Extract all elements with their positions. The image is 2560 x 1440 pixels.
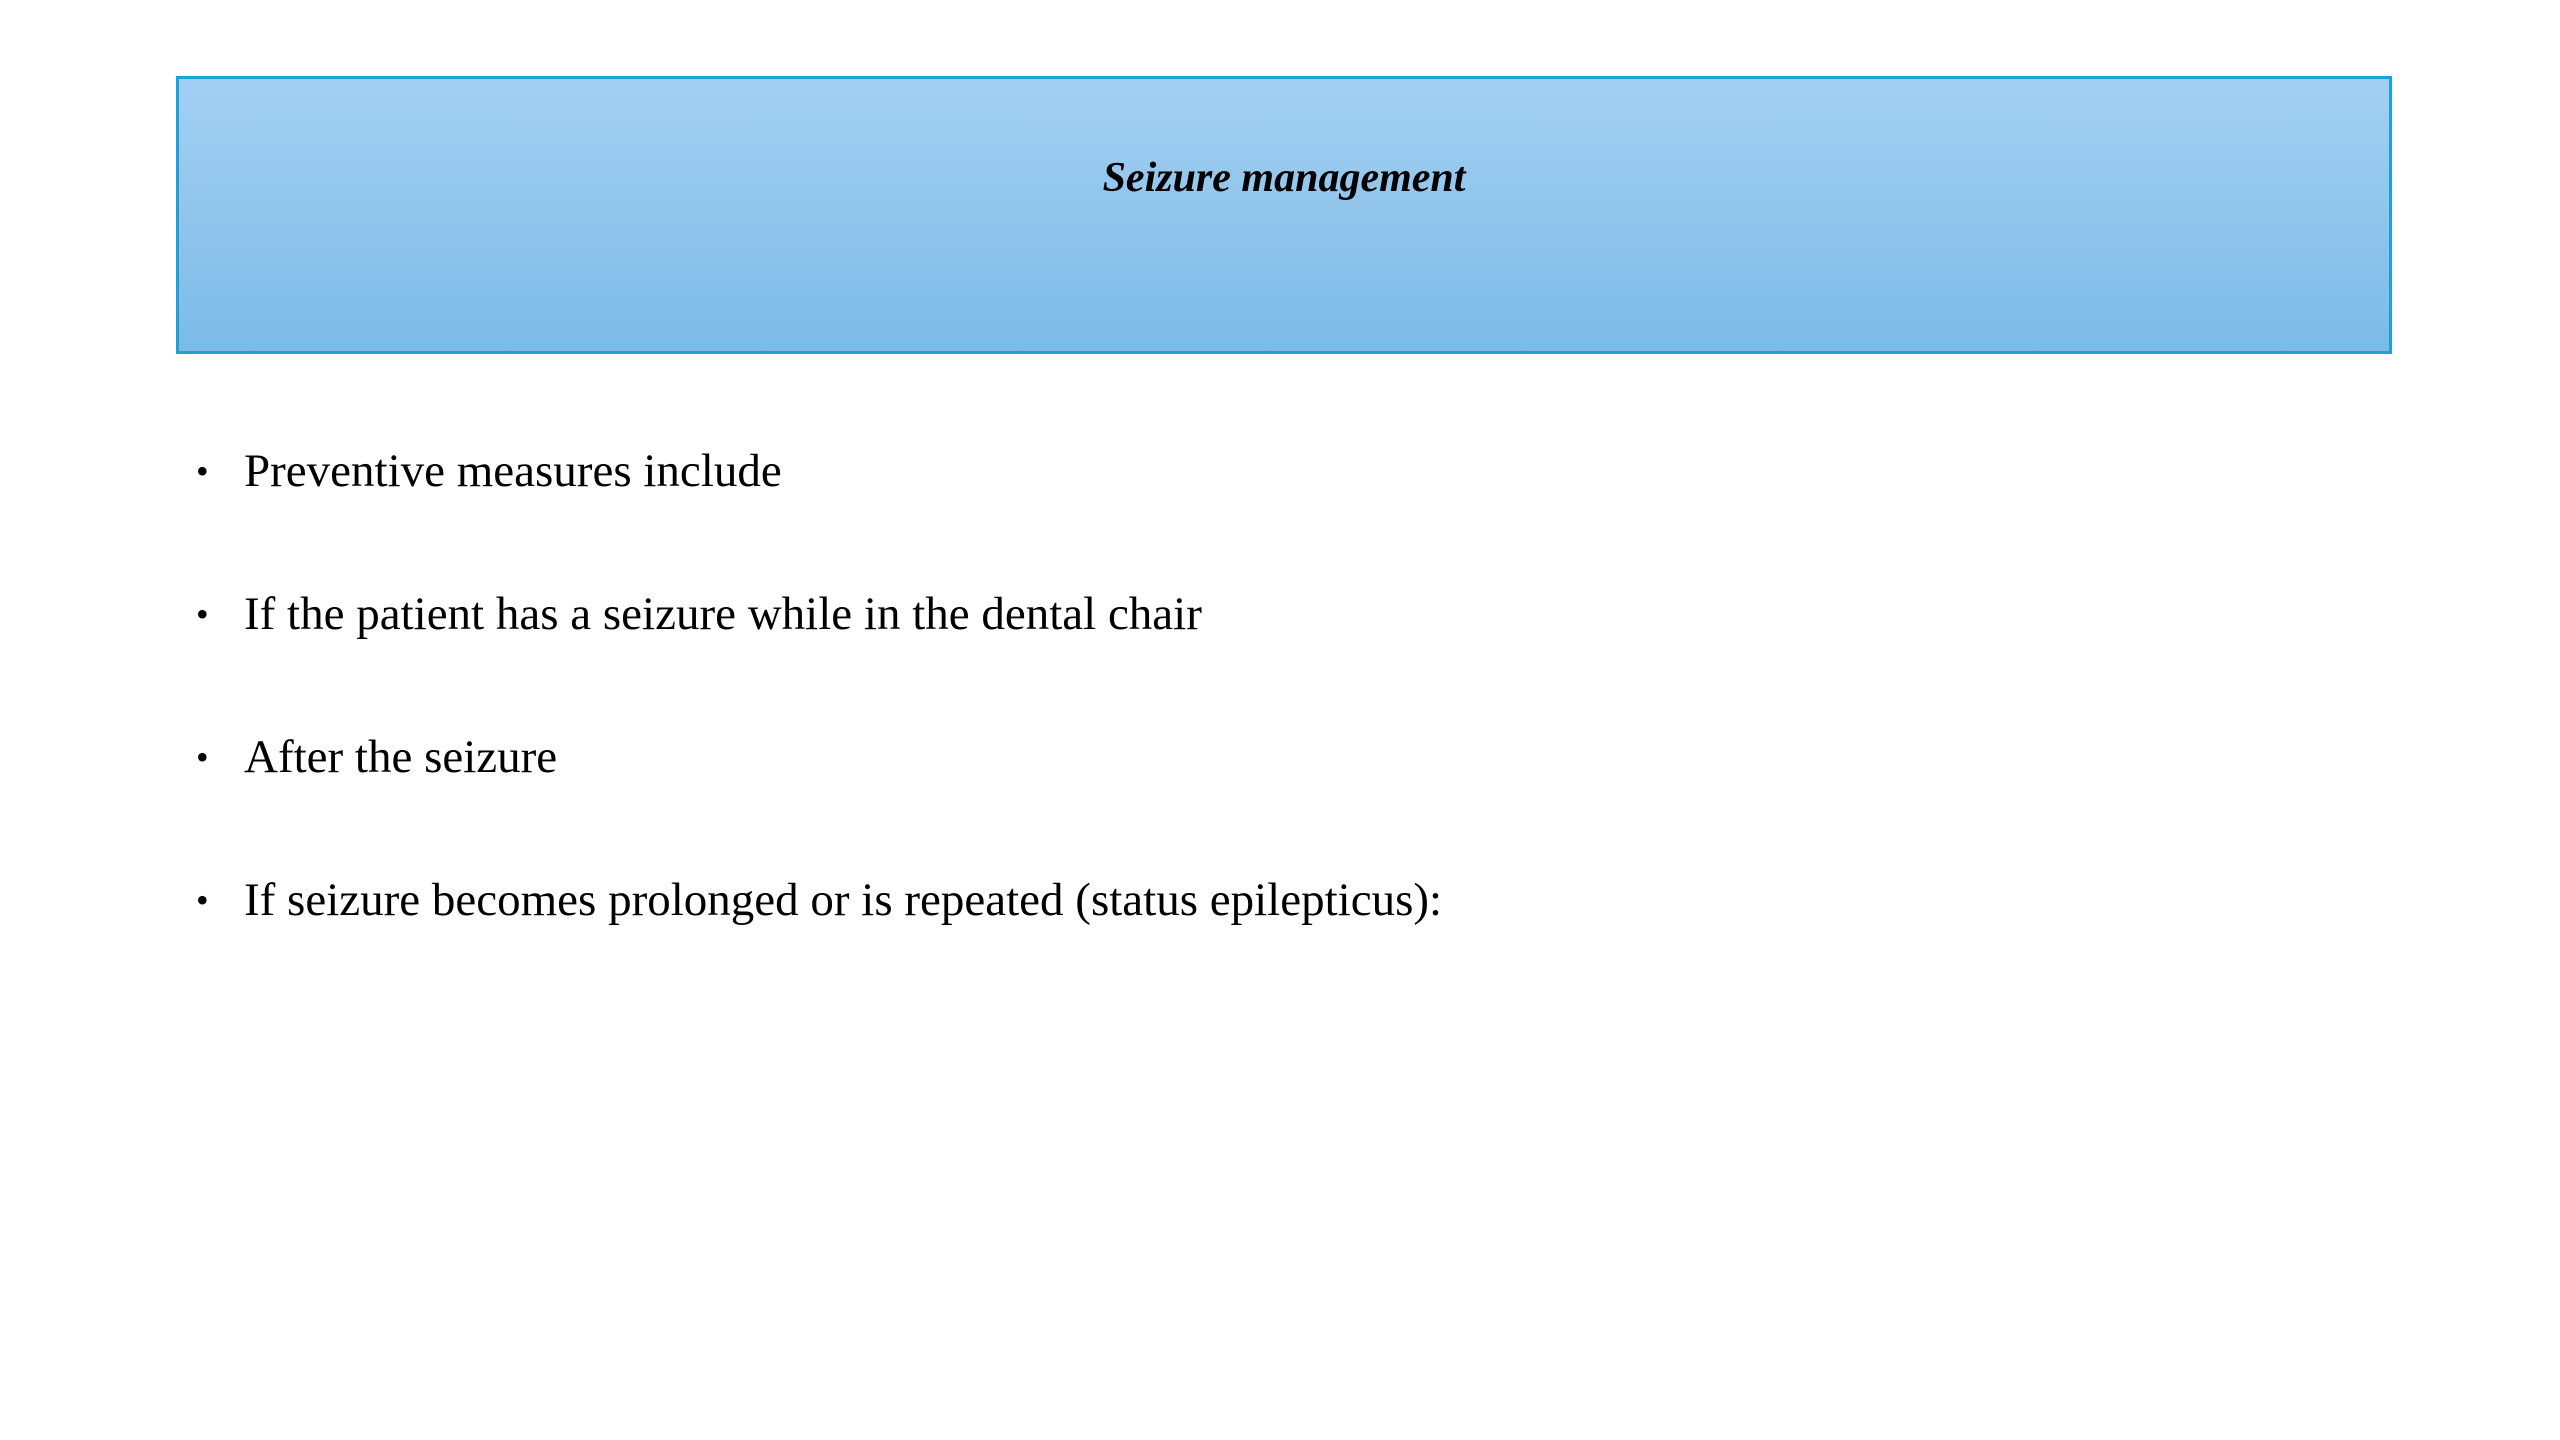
bullet-icon: •: [196, 880, 209, 920]
bullet-item: [196, 440, 1442, 502]
slide-title: Seizure management: [1102, 155, 1466, 201]
bullet-list: [196, 440, 1442, 1012]
bullet-text: After the seizure: [244, 731, 558, 783]
bullet-icon: •: [196, 737, 209, 777]
bullet-item: [196, 583, 1442, 645]
bullet-item: [196, 726, 1442, 788]
bullet-item: [196, 869, 1442, 931]
bullet-text: If seizure becomes prolonged or is repeated (status epilepticus):: [244, 874, 1443, 926]
bullet-text: If the patient has a seizure while in the dental chair: [244, 588, 1202, 640]
bullet-text: Preventive measures include: [244, 445, 782, 497]
bullet-icon: •: [196, 451, 209, 491]
title-box: [176, 76, 2392, 354]
bullet-icon: •: [196, 594, 209, 634]
